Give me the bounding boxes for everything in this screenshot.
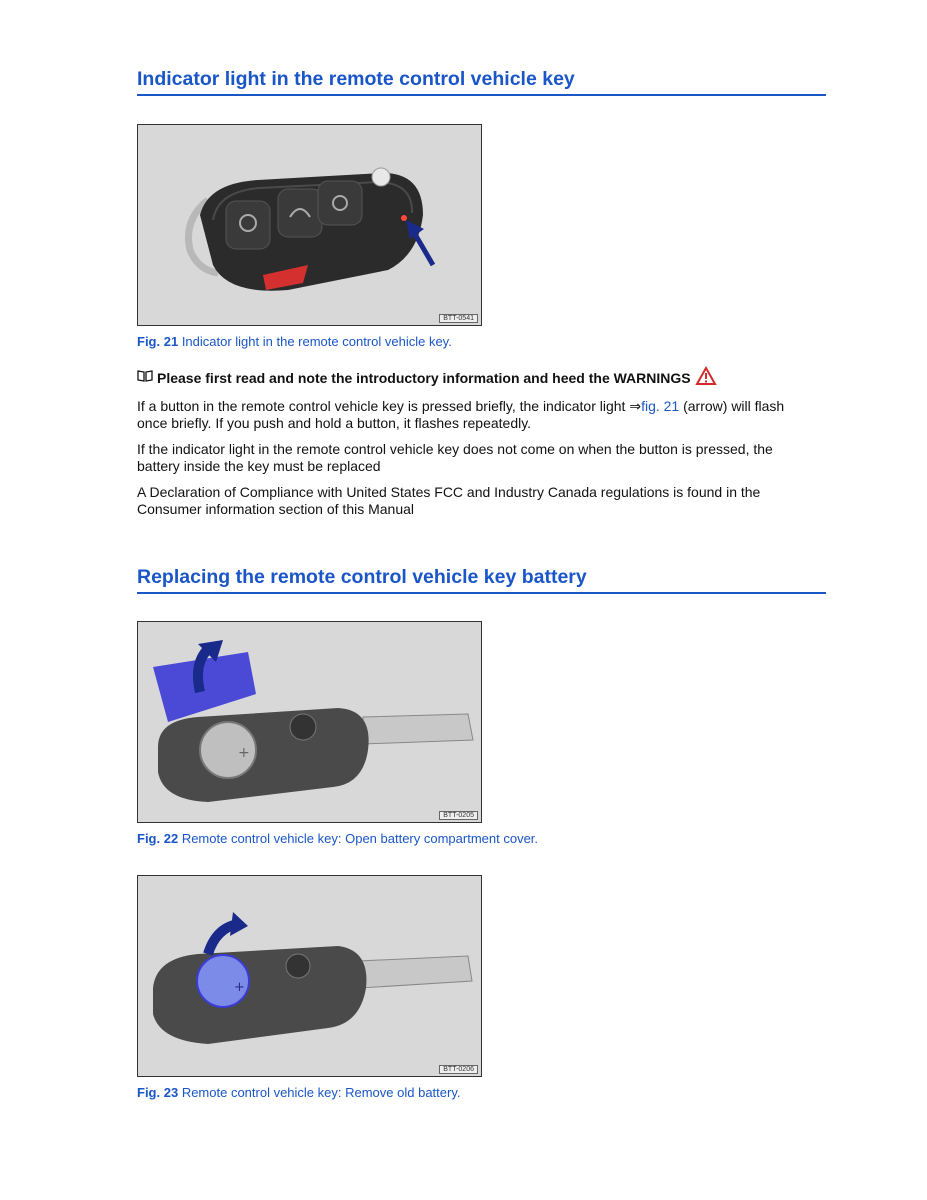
figure-23-caption: [137, 1085, 460, 1100]
paragraph-text: If a button in the remote control vehicle key is pressed briefly, the indicator light ⇒: [137, 398, 642, 414]
section-title-indicator: Indicator light in the remote control vehicle key: [137, 68, 826, 96]
book-icon: [137, 369, 153, 386]
caption-text: Remote control vehicle key: Open battery compartment cover.: [181, 831, 539, 846]
figure-number: Fig. 23: [137, 1085, 179, 1100]
fig-21-link[interactable]: fig. 21: [641, 398, 680, 414]
figure-21-caption: [137, 334, 452, 349]
figure-number: Fig. 21: [137, 334, 179, 349]
figure-21-image: [137, 124, 482, 326]
section-title-battery: Replacing the remote control vehicle key battery: [137, 566, 826, 594]
remove-battery-illustration: [138, 876, 481, 1076]
figure-id-label: BTT-0541: [439, 314, 478, 323]
svg-text:+: +: [238, 745, 250, 761]
paragraph-battery: If the indicator light in the remote control vehicle key does not come on when the button is pressed, the battery inside the key must be replaced: [137, 441, 773, 474]
figure-id-label: BTT-0205: [439, 811, 478, 820]
note-text: Please first read and note the introductory information and heed the WARNINGS: [157, 369, 691, 386]
key-indicator-illustration: [138, 125, 481, 325]
warning-triangle-icon[interactable]: [695, 366, 717, 389]
caption-text: Remote control vehicle key: Remove old battery.: [181, 1085, 461, 1100]
caption-text: Indicator light in the remote control vehicle key.: [181, 334, 452, 349]
read-warnings-note: [137, 366, 717, 389]
figure-id-label: BTT-0206: [439, 1065, 478, 1074]
paragraph-text: (arrow) will flash once briefly. If you push and hold a button, it flashes repeatedly.: [137, 398, 785, 431]
figure-number: Fig. 22: [137, 831, 179, 846]
svg-text:+: +: [234, 980, 245, 995]
paragraph-fcc: A Declaration of Compliance with United States FCC and Industry Canada regulations is found in the Consumer information section of this Manual: [137, 484, 761, 517]
open-cover-illustration: [138, 622, 481, 822]
figure-22-caption: [137, 831, 538, 846]
figure-22-image: [137, 621, 482, 823]
figure-23-image: [137, 875, 482, 1077]
paragraph-indicator: [137, 398, 817, 432]
